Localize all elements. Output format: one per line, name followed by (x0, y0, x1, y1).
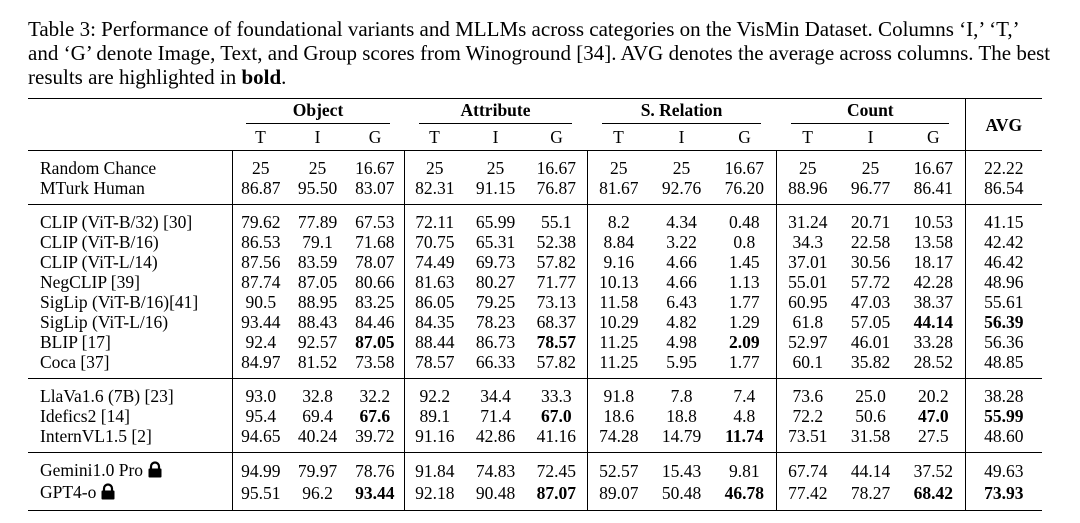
score-cell: 76.87 (536, 178, 576, 198)
score-cell: 90.5 (232, 292, 289, 312)
score-cell: 67.74 (776, 453, 839, 483)
score-cell: 70.75 (404, 232, 465, 252)
score-cell: 18.6 (587, 406, 650, 426)
score-cell: 81.52 (297, 352, 338, 372)
score-cell: 34.4 (465, 379, 526, 407)
score-cell: 73.58 (355, 352, 395, 372)
score-cell: 87.07 (526, 482, 587, 511)
score-cell: 84.46 (355, 312, 395, 332)
avg-cell: 73.93 (965, 482, 1042, 511)
sub-header: T (613, 127, 624, 147)
avg-cell: 49.63 (965, 453, 1042, 483)
score-cell: 25 (404, 151, 465, 179)
avg-cell: 42.42 (965, 232, 1042, 252)
results-table (28, 98, 1042, 511)
group-header-row (28, 99, 1042, 125)
score-cell: 11.58 (587, 292, 650, 312)
model-name: Random Chance (28, 151, 232, 179)
sub-header: I (492, 127, 499, 147)
score-cell: 1.13 (728, 272, 760, 292)
score-cell: 52.57 (587, 453, 650, 483)
table-row (28, 482, 1042, 511)
score-cell: 65.99 (465, 205, 526, 233)
score-cell: 92.76 (661, 178, 702, 198)
score-cell: 79.97 (289, 453, 346, 483)
avg-cell: 46.42 (965, 252, 1042, 272)
score-cell: 9.16 (587, 252, 650, 272)
avg-cell: 56.39 (965, 312, 1042, 332)
score-cell: 16.67 (526, 151, 587, 179)
group-header-attribute: Attribute (404, 99, 587, 125)
score-cell: 67.6 (359, 406, 391, 426)
score-cell: 2.09 (728, 332, 760, 352)
avg-header: AVG (965, 99, 1042, 151)
score-cell: 78.57 (404, 352, 465, 379)
table-row (28, 406, 1042, 426)
score-cell: 3.22 (666, 232, 697, 252)
sub-header: T (255, 127, 266, 147)
score-cell: 66.33 (475, 352, 516, 372)
lock-icon (100, 483, 116, 504)
score-cell: 4.8 (733, 406, 756, 426)
lock-icon (147, 461, 163, 482)
model-name: BLIP [17] (40, 332, 111, 352)
sub-header: I (867, 127, 874, 147)
score-cell: 73.6 (776, 379, 839, 407)
score-cell: 86.73 (475, 332, 516, 352)
model-name: Coca [37] (40, 352, 110, 372)
score-cell: 16.67 (713, 151, 776, 179)
score-cell: 68.42 (902, 482, 965, 511)
model-name: CLIP (ViT-L/14) (40, 252, 158, 272)
score-cell: 1.45 (728, 252, 760, 272)
score-cell: 93.44 (232, 312, 289, 332)
score-cell: 87.74 (232, 272, 289, 292)
score-cell: 39.72 (355, 426, 395, 446)
table-row (28, 352, 1042, 379)
avg-cell: 38.28 (965, 379, 1042, 407)
score-cell: 95.51 (232, 482, 289, 511)
score-cell: 7.8 (650, 379, 713, 407)
avg-cell: 56.36 (965, 332, 1042, 352)
score-cell: 83.59 (297, 252, 338, 272)
score-cell: 50.6 (855, 406, 886, 426)
score-cell: 25 (650, 151, 713, 179)
score-cell: 57.72 (850, 272, 891, 292)
score-cell: 71.4 (480, 406, 511, 426)
score-cell: 84.35 (404, 312, 465, 332)
sub-header: G (926, 127, 940, 147)
table-row (28, 178, 1042, 205)
score-cell: 47.0 (918, 406, 949, 426)
avg-cell: 41.15 (965, 205, 1042, 233)
score-cell: 88.43 (297, 312, 338, 332)
table-row (28, 272, 1042, 292)
score-cell: 25 (289, 151, 346, 179)
table-row (28, 426, 1042, 453)
score-cell: 71.77 (536, 272, 576, 292)
sub-header: T (802, 127, 813, 147)
score-cell: 34.3 (776, 232, 839, 252)
score-cell: 96.77 (850, 178, 891, 198)
score-cell: 71.68 (355, 232, 395, 252)
score-cell: 89.07 (587, 482, 650, 511)
model-name: NegCLIP [39] (40, 272, 140, 292)
score-cell: 93.0 (232, 379, 289, 407)
score-cell: 65.31 (475, 232, 516, 252)
score-cell: 27.5 (918, 426, 949, 446)
score-cell: 42.86 (475, 426, 516, 446)
avg-cell: 48.96 (965, 272, 1042, 292)
score-cell: 33.28 (913, 332, 953, 352)
score-cell: 74.83 (465, 453, 526, 483)
score-cell: 69.4 (302, 406, 333, 426)
score-cell: 87.56 (232, 252, 289, 272)
sub-header: I (314, 127, 321, 147)
score-cell: 73.51 (776, 426, 839, 453)
table-caption (28, 17, 1053, 89)
score-cell: 57.05 (850, 312, 891, 332)
score-cell: 0.8 (733, 232, 756, 252)
score-cell: 76.20 (724, 178, 764, 198)
score-cell: 44.14 (913, 312, 953, 332)
score-cell: 73.13 (536, 292, 576, 312)
group-header-object: Object (232, 99, 404, 125)
score-cell: 25 (465, 151, 526, 179)
score-cell: 25 (839, 151, 902, 179)
avg-cell: 48.60 (965, 426, 1042, 453)
score-cell: 60.1 (776, 352, 839, 379)
score-cell: 84.97 (232, 352, 289, 379)
table-row (28, 292, 1042, 312)
score-cell: 86.41 (913, 178, 953, 198)
score-cell: 42.28 (913, 272, 953, 292)
score-cell: 88.96 (776, 178, 839, 205)
score-cell: 35.82 (850, 352, 891, 372)
avg-cell: 55.99 (965, 406, 1042, 426)
score-cell: 16.67 (902, 151, 965, 179)
score-cell: 52.97 (776, 332, 839, 352)
score-cell: 78.27 (839, 482, 902, 511)
score-cell: 87.05 (355, 332, 395, 352)
score-cell: 31.58 (850, 426, 891, 446)
score-cell: 88.44 (404, 332, 465, 352)
score-cell: 4.82 (666, 312, 697, 332)
score-cell: 87.05 (297, 272, 338, 292)
score-cell: 4.34 (650, 205, 713, 233)
score-cell: 57.82 (536, 252, 576, 272)
score-cell: 44.14 (839, 453, 902, 483)
score-cell: 90.48 (465, 482, 526, 511)
score-cell: 7.4 (713, 379, 776, 407)
score-cell: 80.27 (475, 272, 516, 292)
group-header-count: Count (776, 99, 965, 125)
score-cell: 33.3 (526, 379, 587, 407)
score-cell: 96.2 (289, 482, 346, 511)
score-cell: 86.53 (232, 232, 289, 252)
score-cell: 67.0 (540, 406, 572, 426)
score-cell: 46.78 (713, 482, 776, 511)
avg-cell: 55.61 (965, 292, 1042, 312)
score-cell: 14.79 (661, 426, 702, 446)
score-cell: 95.4 (232, 406, 289, 426)
score-cell: 91.16 (404, 426, 465, 453)
score-cell: 6.43 (666, 292, 697, 312)
score-cell: 91.8 (587, 379, 650, 407)
score-cell: 4.66 (666, 252, 697, 272)
score-cell: 86.05 (404, 292, 465, 312)
avg-cell: 22.22 (965, 151, 1042, 179)
table-row (28, 232, 1042, 252)
score-cell: 10.53 (902, 205, 965, 233)
score-cell: 81.63 (404, 272, 465, 292)
score-cell: 88.95 (297, 292, 338, 312)
avg-cell: 86.54 (965, 178, 1042, 205)
score-cell: 50.48 (650, 482, 713, 511)
score-cell: 79.1 (302, 232, 333, 252)
score-cell: 20.71 (839, 205, 902, 233)
score-cell: 78.23 (475, 312, 516, 332)
score-cell: 1.29 (728, 312, 760, 332)
score-cell: 32.2 (346, 379, 404, 407)
score-cell: 11.25 (587, 352, 650, 379)
score-cell: 22.58 (850, 232, 891, 252)
score-cell: 55.1 (526, 205, 587, 233)
table-row (28, 379, 1042, 407)
score-cell: 93.44 (346, 482, 404, 511)
score-cell: 20.2 (902, 379, 965, 407)
score-cell: 74.49 (404, 252, 465, 272)
score-cell: 94.99 (232, 453, 289, 483)
score-cell: 4.66 (666, 272, 697, 292)
score-cell: 91.84 (404, 453, 465, 483)
score-cell: 72.45 (526, 453, 587, 483)
score-cell: 37.01 (776, 252, 839, 272)
score-cell: 25 (776, 151, 839, 179)
score-cell: 31.24 (776, 205, 839, 233)
score-cell: 11.25 (587, 332, 650, 352)
score-cell: 52.38 (536, 232, 576, 252)
corner-cell (28, 99, 232, 125)
model-name: Gemini1.0 Pro (28, 453, 232, 483)
model-name: SigLip (ViT-B/16)[41] (40, 292, 199, 312)
score-cell: 69.73 (475, 252, 516, 272)
model-name: InternVL1.5 [2] (40, 426, 152, 446)
caption-bold-word: bold (241, 65, 282, 89)
score-cell: 67.53 (346, 205, 404, 233)
score-cell: 79.62 (232, 205, 289, 233)
sub-header: G (368, 127, 382, 147)
sub-header: G (738, 127, 751, 147)
score-cell: 13.58 (913, 232, 953, 252)
score-cell: 80.66 (355, 272, 395, 292)
score-cell: 68.37 (536, 312, 576, 332)
score-cell: 4.98 (666, 332, 697, 352)
score-cell: 61.8 (776, 312, 839, 332)
score-cell: 25.0 (839, 379, 902, 407)
group-header-relation: S. Relation (587, 99, 776, 125)
score-cell: 41.16 (536, 426, 576, 446)
score-cell: 16.67 (346, 151, 404, 179)
score-cell: 25 (587, 151, 650, 179)
table-row (28, 453, 1042, 483)
score-cell: 92.2 (404, 379, 465, 407)
score-cell: 72.11 (404, 205, 465, 233)
score-cell: 55.01 (776, 272, 839, 292)
score-cell: 77.42 (776, 482, 839, 511)
score-cell: 18.8 (666, 406, 697, 426)
score-cell: 74.28 (587, 426, 650, 453)
score-cell: 83.07 (355, 178, 395, 198)
avg-cell: 48.85 (965, 352, 1042, 379)
table-row (28, 151, 1042, 179)
score-cell: 78.07 (355, 252, 395, 272)
score-cell: 25 (232, 151, 289, 179)
score-cell: 9.81 (713, 453, 776, 483)
score-cell: 28.52 (913, 352, 953, 372)
model-name: CLIP (ViT-B/16) (40, 232, 159, 252)
score-cell: 86.87 (232, 178, 289, 205)
table-body (28, 151, 1042, 511)
score-cell: 10.29 (587, 312, 650, 332)
score-cell: 8.84 (587, 232, 650, 252)
score-cell: 47.03 (850, 292, 891, 312)
score-cell: 5.95 (666, 352, 697, 372)
score-cell: 78.57 (536, 332, 576, 352)
score-cell: 37.52 (902, 453, 965, 483)
caption-suffix: . (281, 65, 287, 89)
score-cell: 18.17 (913, 252, 953, 272)
score-cell: 81.67 (587, 178, 650, 205)
score-cell: 72.2 (776, 406, 839, 426)
score-cell: 1.77 (728, 292, 760, 312)
sub-header-row (28, 124, 1042, 151)
table-row (28, 252, 1042, 272)
score-cell: 92.18 (404, 482, 465, 511)
score-cell: 1.77 (728, 352, 760, 372)
score-cell: 11.74 (725, 426, 764, 446)
score-cell: 94.65 (232, 426, 289, 453)
score-cell: 57.82 (536, 352, 576, 372)
table-row (28, 332, 1042, 352)
score-cell: 95.50 (297, 178, 338, 198)
score-cell: 32.8 (289, 379, 346, 407)
sub-header: T (429, 127, 440, 147)
score-cell: 92.4 (232, 332, 289, 352)
model-name: CLIP (ViT-B/32) [30] (28, 205, 232, 233)
score-cell: 83.25 (355, 292, 395, 312)
score-cell: 30.56 (850, 252, 891, 272)
score-cell: 0.48 (713, 205, 776, 233)
model-name: Idefics2 [14] (40, 406, 130, 426)
score-cell: 40.24 (297, 426, 338, 446)
score-cell: 10.13 (587, 272, 650, 292)
model-name: GPT4-o (28, 482, 232, 511)
score-cell: 15.43 (650, 453, 713, 483)
score-cell: 8.2 (587, 205, 650, 233)
score-cell: 77.89 (289, 205, 346, 233)
table-row (28, 205, 1042, 233)
score-cell: 46.01 (850, 332, 891, 352)
score-cell: 38.37 (913, 292, 953, 312)
table-row (28, 312, 1042, 332)
score-cell: 89.1 (404, 406, 465, 426)
model-name: MTurk Human (40, 178, 145, 198)
sub-header: G (550, 127, 563, 147)
score-cell: 60.95 (776, 292, 839, 312)
score-cell: 78.76 (346, 453, 404, 483)
score-cell: 79.25 (475, 292, 516, 312)
score-cell: 82.31 (404, 178, 465, 205)
model-name: SigLip (ViT-L/16) (40, 312, 169, 332)
sub-header: I (678, 127, 685, 147)
score-cell: 92.57 (297, 332, 338, 352)
model-name: LlaVa1.6 (7B) [23] (28, 379, 232, 407)
caption-text: Table 3: Performance of foundational variants and MLLMs across categories on the VisMin Dataset. Columns ‘I,’ ‘T,’ and ‘G’ denote Image, Text, and Group scores from Winoground [34]. AVG denotes the average across columns. The best results are highlighted in (28, 17, 1051, 89)
score-cell: 91.15 (475, 178, 516, 198)
